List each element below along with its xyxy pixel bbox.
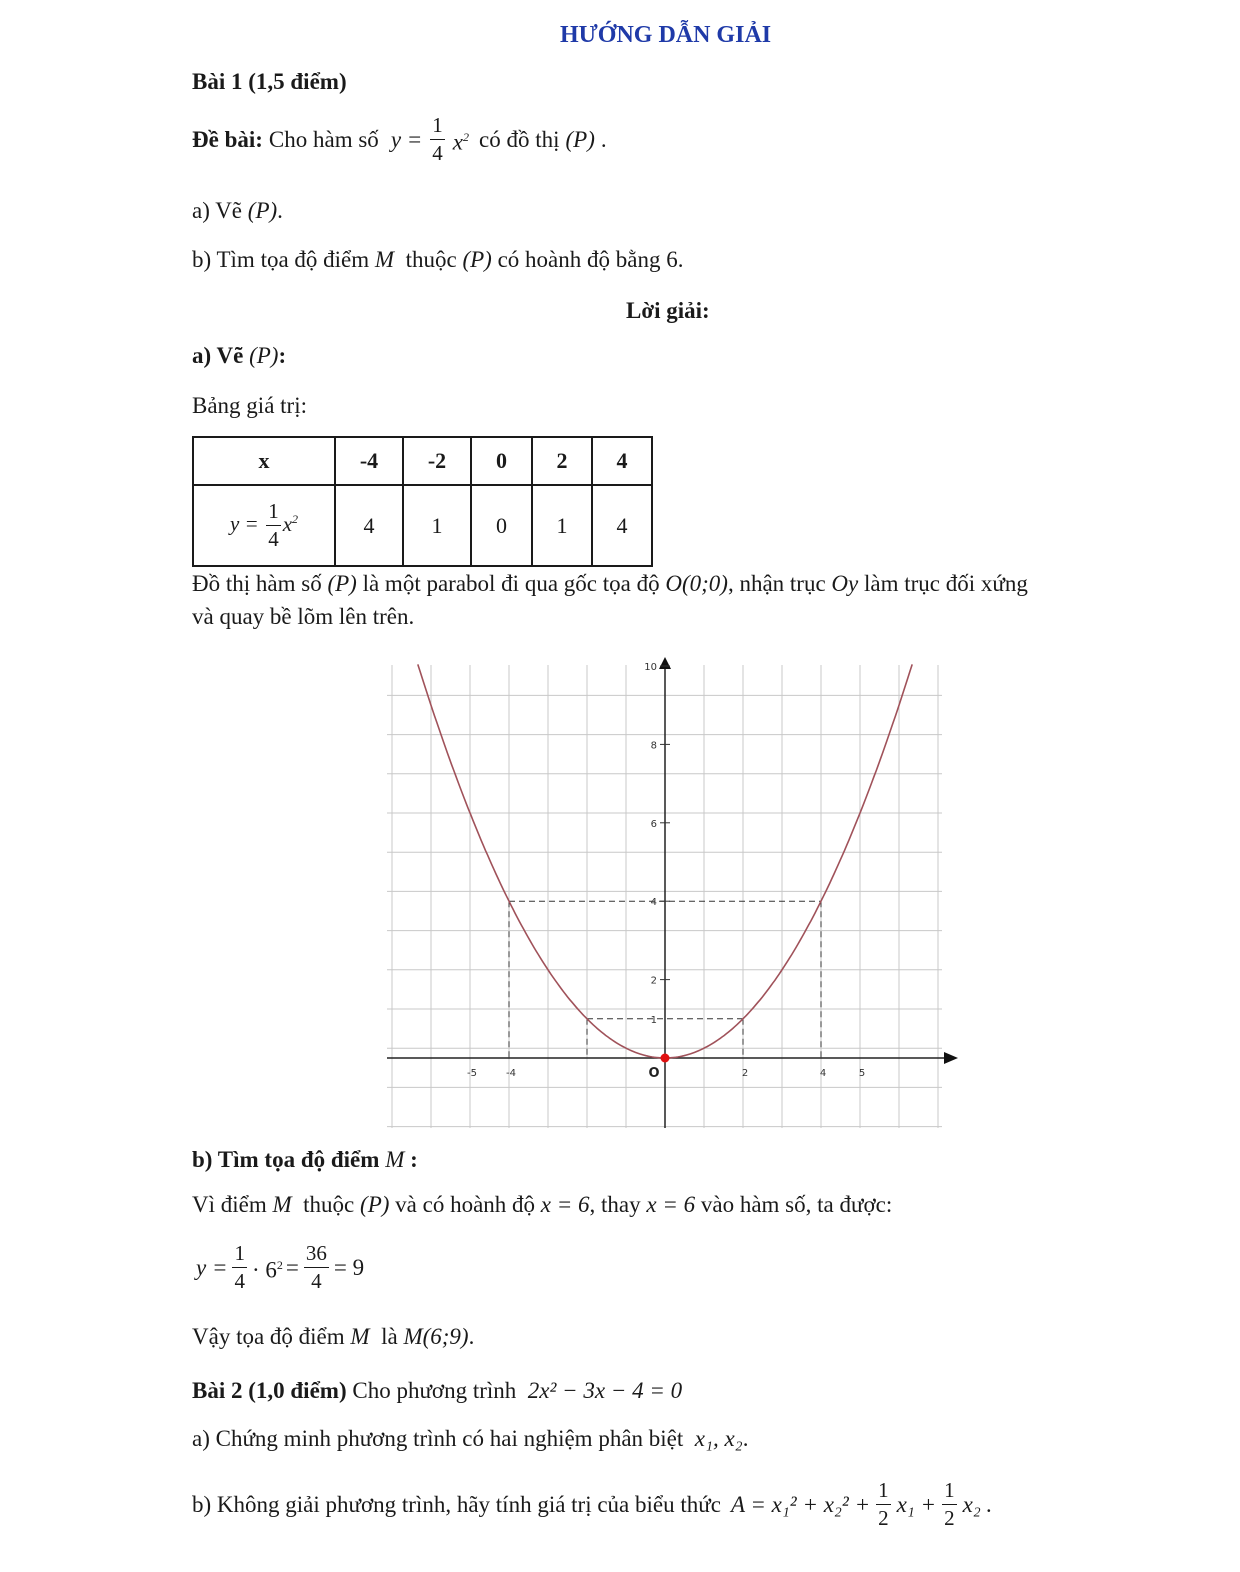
fraction-denominator: 2	[944, 1506, 955, 1530]
row-function-lhs: y =	[229, 511, 259, 536]
part-b-heading	[192, 1145, 418, 1175]
y-tick-label: 10	[644, 662, 657, 673]
calc-fraction-2	[304, 1243, 329, 1292]
point-m: M	[374, 247, 395, 272]
fraction-denominator: 4	[311, 1269, 322, 1293]
period: .	[600, 126, 607, 152]
de-bai-text: Cho hàm số	[268, 126, 379, 152]
part-a-heading	[192, 341, 286, 371]
bai2-qb-text: b) Không giải phương trình, hãy tính giá trị của biểu thức	[192, 1491, 721, 1517]
question-a-graph: (P)	[247, 198, 278, 223]
conclusion-point: M	[350, 1324, 370, 1349]
period: .	[742, 1426, 749, 1451]
bai2-question-a	[192, 1424, 748, 1454]
reason-text-3: và có hoành độ	[395, 1192, 536, 1217]
bai2-qa-vars: x₁, x₂	[694, 1426, 743, 1451]
origin-point	[661, 1054, 670, 1063]
table-cell: 4	[335, 485, 403, 566]
calc-mid: · $6^2$	[251, 1257, 283, 1283]
y-tick-label: 1	[650, 1014, 657, 1026]
y-axis-arrow	[659, 657, 671, 669]
desc-text-4: làm trục đối xứng	[863, 571, 1028, 596]
bai2-fraction-1	[876, 1480, 891, 1529]
y-tick-label: 6	[650, 818, 657, 830]
question-b-graph: (P)	[462, 247, 492, 272]
reason-point: M	[272, 1192, 292, 1217]
table-cell: 1	[403, 485, 471, 566]
reason-text-2: thuộc	[303, 1192, 355, 1217]
reason-text-1: Vì điểm	[192, 1192, 267, 1217]
y-tick-label: 4	[650, 897, 657, 909]
bai2-heading: Bài 2 (1,0 điểm)	[192, 1378, 347, 1403]
period: .	[277, 198, 283, 223]
fraction-numerator: 36	[304, 1243, 329, 1268]
table-cell: 4	[592, 485, 652, 566]
calc-result: = 9	[333, 1254, 365, 1280]
question-b-text: b) Tìm tọa độ điểm	[192, 247, 370, 272]
graph-description-2: và quay bề lõm lên trên.	[192, 604, 415, 629]
conclusion	[192, 1322, 474, 1352]
table-cell: -4	[335, 437, 403, 485]
de-bai-label: Đề bài:	[192, 126, 263, 152]
desc-graph: (P)	[327, 571, 357, 596]
table-header-y	[193, 485, 335, 566]
table-cell: -2	[403, 437, 471, 485]
x-tick-label: -4	[506, 1068, 516, 1079]
fraction-numerator: 1	[232, 1243, 247, 1268]
bai2-question-b	[192, 1480, 992, 1529]
bai2-fraction-2	[942, 1480, 957, 1529]
conclusion-text-2: là	[381, 1324, 398, 1349]
origin-label: O	[648, 1066, 660, 1081]
question-b-text-3: có hoành độ bằng 6.	[497, 247, 684, 272]
x-tick-label: -5	[467, 1068, 477, 1079]
question-b	[192, 245, 683, 275]
part-a-colon: :	[278, 343, 287, 368]
bai2-equation: 2x² − 3x − 4 = 0	[527, 1378, 683, 1403]
calc-lhs: y =	[196, 1254, 228, 1280]
de-bai-text-2: có đồ thị	[479, 126, 560, 152]
calc-fraction-1	[232, 1243, 247, 1292]
y-tick-label: 8	[650, 740, 657, 752]
solution-heading: Lời giải:	[626, 298, 710, 323]
fraction-numerator: 1	[266, 501, 281, 526]
x-tick-label: 4	[819, 1068, 827, 1079]
fraction-denominator: 4	[268, 527, 279, 551]
conclusion-coordinates: M(6;9)	[403, 1324, 469, 1349]
value-table	[192, 436, 653, 567]
function-fraction	[430, 115, 445, 164]
bai2-expr-1: A = x₁² + x₂² +	[730, 1491, 871, 1517]
bai2-expr-3: x₂ .	[962, 1491, 993, 1517]
part-a-graph: (P)	[249, 343, 279, 368]
table-cell: 2	[532, 437, 592, 485]
calc-equals: =	[285, 1254, 299, 1280]
x-tick-label: 2	[741, 1068, 749, 1079]
reason-text-5: vào hàm số, ta được:	[700, 1192, 893, 1217]
part-b-colon: :	[410, 1147, 418, 1172]
bai2-qa-text: a) Chứng minh phương trình có hai nghiệm phân biệt	[192, 1426, 684, 1451]
graph-description	[192, 569, 1028, 599]
graph-name: (P)	[565, 126, 595, 152]
table-header-x: x	[193, 437, 335, 485]
fraction-numerator: 1	[942, 1480, 957, 1505]
bai2-expr-2: x₁ +	[896, 1491, 937, 1517]
bai2-line	[192, 1376, 682, 1406]
page-title: HƯỚNG DẪN GIẢI	[560, 22, 772, 48]
desc-text-3: , nhận trục	[727, 571, 826, 596]
question-a	[192, 196, 283, 226]
conclusion-text: Vậy tọa độ điểm	[192, 1324, 345, 1349]
bai2-text: Cho phương trình	[352, 1378, 517, 1403]
bai1-heading: Bài 1 (1,5 điểm)	[192, 69, 347, 94]
table-cell: 0	[471, 437, 532, 485]
part-b-label: b) Tìm tọa độ điểm	[192, 1147, 380, 1172]
fraction-denominator: 4	[432, 141, 443, 165]
fraction-numerator: 1	[430, 115, 445, 140]
x-axis-arrow	[944, 1052, 958, 1064]
table-row	[193, 485, 652, 566]
reason-x-value: x = 6	[540, 1192, 590, 1217]
desc-origin: O(0;0)	[665, 571, 728, 596]
reason-text-4: , thay	[589, 1192, 641, 1217]
table-cell: 4	[592, 437, 652, 485]
fraction-numerator: 1	[876, 1480, 891, 1505]
table-caption: Bảng giá trị:	[192, 393, 307, 418]
part-b-reasoning	[192, 1190, 892, 1220]
row-function-variable: $x^2$	[282, 511, 299, 536]
function-variable: $x^2$	[452, 129, 470, 155]
desc-text-1: Đồ thị hàm số	[192, 571, 322, 596]
parabola-graph	[385, 645, 960, 1130]
reason-graph: (P)	[360, 1192, 390, 1217]
fraction-denominator: 2	[878, 1506, 889, 1530]
y-tick-label: 2	[650, 975, 657, 987]
de-bai-line	[192, 115, 607, 164]
table-cell: 1	[532, 485, 592, 566]
fraction-denominator: 4	[234, 1269, 245, 1293]
calculation	[196, 1243, 364, 1292]
part-b-point: M	[385, 1147, 405, 1172]
question-b-text-2: thuộc	[405, 247, 457, 272]
desc-text-2: là một parabol đi qua gốc tọa độ	[362, 571, 660, 596]
function-lhs: y =	[390, 126, 423, 152]
row-function-fraction	[266, 501, 281, 550]
period: .	[468, 1324, 475, 1349]
table-cell: 0	[471, 485, 532, 566]
reason-x-value-2: x = 6	[646, 1192, 696, 1217]
question-a-text: a) Vẽ	[192, 198, 243, 223]
desc-axis: Oy	[831, 571, 859, 596]
x-tick-label: 5	[858, 1068, 866, 1079]
table-row	[193, 437, 652, 485]
part-a-label: a) Vẽ	[192, 343, 244, 368]
